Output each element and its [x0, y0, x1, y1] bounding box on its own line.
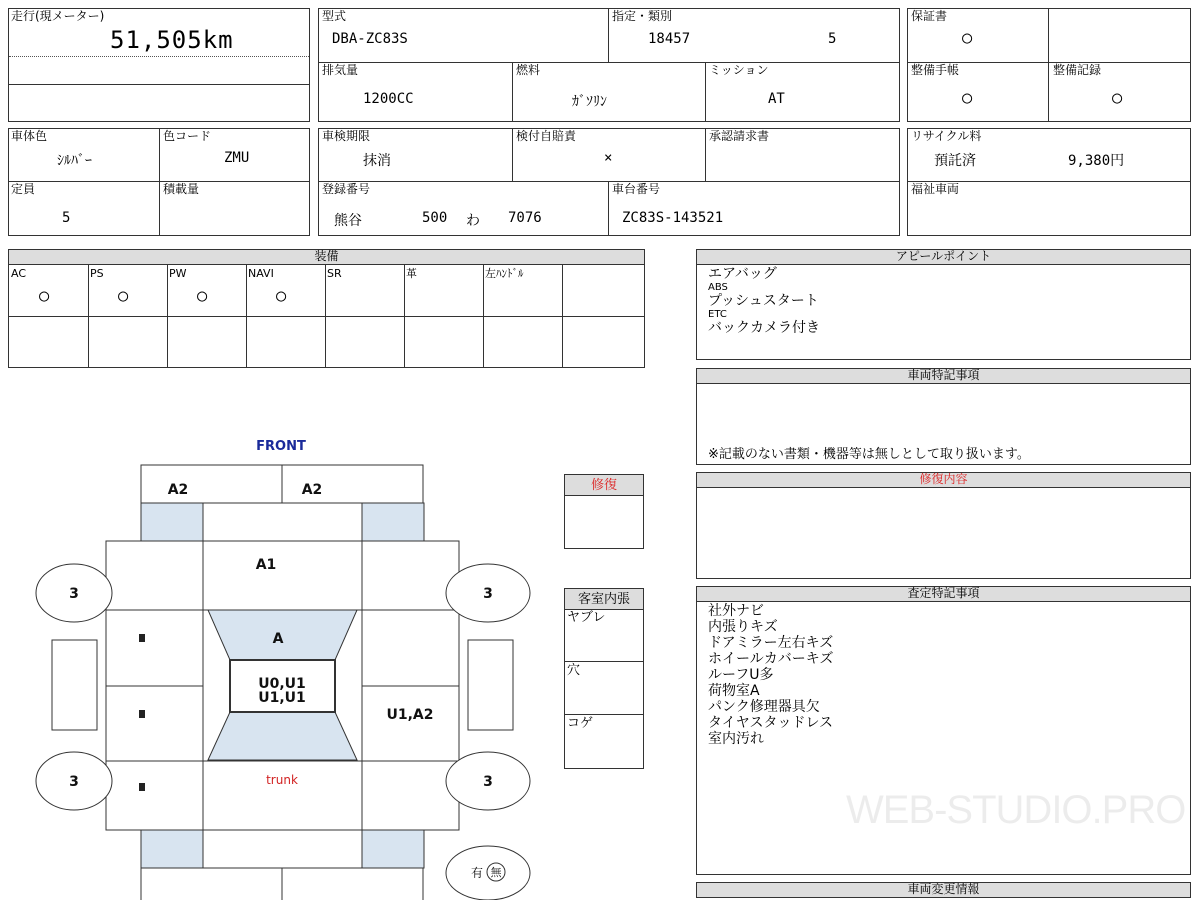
registration-area: 熊谷	[334, 213, 362, 229]
equipment-col-line	[325, 265, 326, 367]
designation-value-2: 5	[828, 31, 837, 47]
maintenance-book-mark: ○	[962, 88, 973, 108]
displacement-value: 1200CC	[363, 91, 414, 107]
registration-grid-col-line-2	[705, 129, 706, 181]
registration-kana: わ	[466, 213, 480, 229]
model-grid-col-line-3	[705, 62, 706, 121]
interior-row-line-2	[565, 714, 643, 715]
repair-details-panel	[696, 487, 1191, 579]
fuel-value: ｶﾞｿﾘﾝ	[572, 94, 607, 110]
front-fender-left	[141, 503, 203, 541]
left-side-sill	[52, 640, 97, 730]
equipment-item-label: 革	[406, 267, 417, 280]
interior-row-line-1	[565, 661, 643, 662]
right-front-door	[362, 610, 459, 686]
body-color-value: ｼﾙﾊﾞｰ	[57, 153, 92, 169]
interior-item-hole: 穴	[567, 663, 581, 678]
appeal-item: バックカメラ付き	[708, 320, 820, 336]
liability-insurance-label: 検付自賠責	[516, 129, 577, 143]
model-grid-col-line-2	[512, 62, 513, 121]
odometer-label: 走行(現メーター)	[11, 9, 105, 23]
equipment-item-label: NAVI	[248, 267, 274, 280]
equipment-item-label: PS	[90, 267, 104, 280]
front-fender-right	[362, 503, 424, 541]
equipment-item-label: PW	[169, 267, 187, 280]
assessment-header: 査定特記事項	[696, 586, 1191, 602]
designation-label: 指定・類別	[612, 9, 673, 23]
door-marker-2	[139, 710, 145, 718]
car-damage-diagram	[0, 430, 560, 900]
trunk-lid	[203, 761, 362, 830]
equipment-col-line	[167, 265, 168, 367]
front-label: FRONT	[256, 439, 306, 454]
recycle-fee-status: 預託済	[934, 153, 976, 169]
model-value: DBA-ZC83S	[332, 31, 408, 47]
equipment-col-line	[246, 265, 247, 367]
repair-details-header: 修復内容	[696, 472, 1191, 488]
inspection-expiry-label: 車検期限	[322, 129, 371, 143]
color-code-value: ZMU	[224, 150, 250, 166]
maintenance-record-mark: ○	[1112, 88, 1123, 108]
windshield-label: A	[272, 631, 284, 647]
assessment-item: 室内汚れ	[708, 731, 764, 747]
displacement-label: 排気量	[322, 63, 359, 77]
bumper-left-label: A2	[167, 482, 189, 498]
special-notes-header: 車両特記事項	[696, 368, 1191, 384]
equipment-grid-row-line	[9, 316, 644, 317]
designation-value-1: 18457	[648, 31, 691, 47]
capacity-value: 5	[62, 210, 71, 226]
registration-class: 500	[422, 210, 448, 226]
chassis-value: ZC83S-143521	[622, 210, 724, 226]
bumper-right-label: A2	[301, 482, 323, 498]
registration-number: 7076	[508, 210, 542, 226]
spare-none-label: 無	[490, 866, 502, 879]
right-door-label: U1,A2	[386, 707, 434, 723]
maintenance-book-label: 整備手帳	[911, 63, 960, 77]
approval-request-label: 承認請求書	[709, 129, 770, 143]
registration-label: 登録番号	[322, 182, 371, 196]
load-capacity-label: 積載量	[163, 182, 200, 196]
rear-panel	[203, 830, 362, 868]
repair-header: 修復	[564, 474, 644, 496]
tire-rear-left-label: 3	[69, 774, 79, 790]
equipment-item-mark: ○	[118, 286, 129, 306]
assessment-item: 内張りキズ	[708, 619, 778, 635]
right-rear-door	[362, 686, 459, 761]
inspection-expiry-value: 抹消	[363, 153, 391, 169]
hood	[203, 541, 362, 610]
odometer-value: 51,505km	[110, 26, 234, 54]
door-marker-3	[139, 783, 145, 791]
assessment-item: ドアミラー左右キズ	[708, 635, 834, 651]
equipment-item-mark: ○	[276, 286, 287, 306]
tire-rear-right-label: 3	[483, 774, 493, 790]
right-side-sill	[468, 640, 513, 730]
chassis-label: 車台番号	[612, 182, 661, 196]
left-front-door	[106, 610, 203, 686]
tire-front-right-label: 3	[483, 586, 493, 602]
warranty-mark: ○	[962, 28, 973, 48]
capacity-label: 定員	[11, 182, 36, 196]
odometer-divider	[9, 56, 309, 57]
welfare-label: 福祉車両	[911, 182, 960, 196]
mission-value: AT	[768, 91, 785, 107]
watermark: WEB-STUDIO.PRO	[846, 788, 1186, 832]
roof-label-2: U1,U1	[258, 690, 306, 706]
rear-bumper-left	[141, 868, 282, 900]
equipment-item-label: 左ﾊﾝﾄﾞﾙ	[485, 267, 524, 280]
door-marker-1	[139, 634, 145, 642]
interior-item-burn: コゲ	[567, 716, 594, 731]
left-front-quarter	[106, 541, 203, 610]
interior-box	[564, 609, 644, 769]
spare-have-label: 有	[470, 866, 484, 880]
assessment-item: 社外ナビ	[708, 603, 764, 619]
odometer-divider-2	[9, 84, 309, 85]
liability-insurance-value: ×	[604, 150, 613, 166]
registration-grid-col-line-3	[608, 181, 609, 235]
rear-fender-left	[141, 830, 203, 868]
assessment-item: パンク修理器具欠	[708, 699, 820, 715]
right-front-quarter	[362, 541, 459, 610]
equipment-col-line	[88, 265, 89, 367]
registration-grid	[318, 128, 900, 236]
equipment-item-mark: ○	[39, 286, 50, 306]
equipment-item-label: AC	[11, 267, 27, 280]
hood-top	[203, 503, 362, 541]
interior-item-tear: ヤブレ	[567, 610, 606, 625]
assessment-item: 荷物室A	[708, 683, 760, 699]
model-label: 型式	[322, 9, 347, 23]
special-notes-text: ※記載のない書類・機器等は無しとして取り扱います。	[708, 447, 1030, 462]
appeal-item: プッシュスタート	[708, 293, 819, 309]
interior-header: 客室内張	[564, 588, 644, 610]
left-rear-quarter	[106, 761, 203, 830]
appeal-item: ETC	[708, 309, 727, 320]
recycle-fee-amount: 9,380円	[1068, 153, 1125, 169]
documents-grid-col-line	[1048, 9, 1049, 121]
fuel-label: 燃料	[516, 63, 541, 77]
equipment-header: 装備	[8, 249, 645, 265]
model-grid-col-line-1	[608, 9, 609, 62]
equipment-col-line	[562, 265, 563, 367]
assessment-item: ホイールカバーキズ	[708, 651, 834, 667]
recycle-fee-label: リサイクル料	[911, 129, 982, 143]
appeal-header: アピールポイント	[696, 249, 1191, 265]
rear-glass	[208, 712, 357, 760]
trunk-label: trunk	[266, 773, 298, 787]
appeal-item: ABS	[708, 282, 728, 293]
equipment-col-line	[483, 265, 484, 367]
color-grid-col-line	[159, 129, 160, 235]
registration-grid-col-line-1	[512, 129, 513, 181]
right-rear-quarter	[362, 761, 459, 830]
tire-front-left-label: 3	[69, 586, 79, 602]
assessment-item: タイヤスタッドレス	[708, 715, 834, 731]
roof-label-1: U0,U1	[258, 676, 306, 692]
change-info-header: 車両変更情報	[696, 882, 1191, 898]
hood-label: A1	[255, 557, 277, 573]
maintenance-record-label: 整備記録	[1053, 63, 1102, 77]
equipment-col-line	[404, 265, 405, 367]
assessment-item: ルーフU多	[708, 667, 774, 683]
appeal-item: エアバッグ	[708, 266, 777, 282]
equipment-item-mark: ○	[197, 286, 208, 306]
rear-bumper-right	[282, 868, 423, 900]
model-grid-row-line	[319, 62, 899, 63]
repair-box	[564, 495, 644, 549]
registration-grid-row-line	[319, 181, 899, 182]
rear-fender-right	[362, 830, 424, 868]
left-rear-door	[106, 686, 203, 761]
body-color-label: 車体色	[11, 129, 48, 143]
front-bumper-left	[141, 465, 282, 503]
equipment-item-label: SR	[327, 267, 342, 280]
warranty-label: 保証書	[911, 9, 948, 23]
mission-label: ミッション	[709, 63, 769, 77]
color-code-label: 色コード	[163, 129, 212, 143]
